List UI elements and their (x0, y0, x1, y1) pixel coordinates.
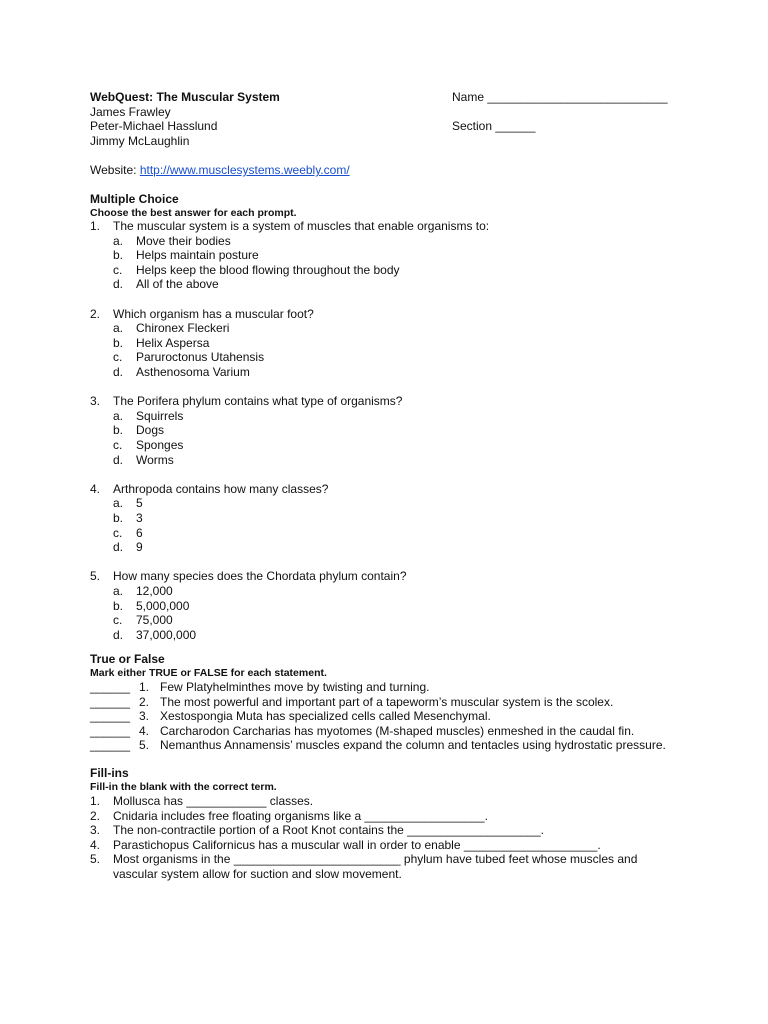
item-number: 1. (90, 794, 101, 808)
statement-number: 4. (139, 723, 150, 738)
author-1: James Frawley (90, 104, 171, 119)
item-number: 2. (90, 808, 101, 823)
fill-in-item (90, 867, 710, 882)
statement-number: 5. (139, 738, 150, 753)
option-letter: d. (113, 364, 124, 379)
section-field[interactable]: Section ______ (452, 119, 536, 134)
option-letter: a. (113, 321, 124, 336)
question-number: 2. (90, 306, 101, 321)
fill-in-item (90, 809, 710, 824)
mc-question (90, 219, 710, 307)
option-letter: c. (113, 262, 123, 277)
answer-option[interactable] (90, 438, 690, 453)
option-text: 5,000,000 (136, 598, 190, 613)
answer-blank[interactable]: ______ (90, 723, 131, 738)
tf-statement (90, 709, 710, 724)
statement-number: 3. (139, 709, 150, 724)
fi-item-list (90, 794, 710, 882)
answer-option[interactable] (90, 453, 690, 468)
answer-option[interactable] (90, 336, 690, 351)
answer-blank[interactable]: ______ (90, 738, 131, 753)
option-text: Paruroctonus Utahensis (136, 350, 265, 365)
statement-text: The most powerful and important part of a tapeworm’s muscular system is the scolex. (160, 694, 614, 709)
tf-statement-list (90, 680, 710, 753)
answer-option[interactable] (90, 511, 690, 526)
question-number: 5. (90, 569, 101, 584)
statement-number: 2. (139, 694, 150, 709)
option-text: Worms (136, 452, 174, 467)
answer-option[interactable] (90, 321, 690, 336)
tf-statement (90, 738, 710, 753)
fi-heading: Fill-ins (90, 766, 129, 780)
answer-option[interactable] (90, 409, 690, 424)
option-letter: c. (113, 350, 123, 365)
item-text[interactable]: Mollusca has ____________ classes. (113, 794, 314, 808)
option-letter: a. (113, 233, 124, 248)
item-text[interactable]: Most organisms in the _________________________ phylum have tubed feet whose muscles and (113, 852, 638, 867)
tf-statement (90, 680, 710, 695)
author-2: Peter-Michael Hasslund (90, 119, 218, 134)
option-text: Helps maintain posture (136, 248, 259, 263)
statement-text: Carcharodon Carcharias has myotomes (M-shaped muscles) enmeshed in the caudal fin. (160, 723, 635, 738)
question-number: 1. (90, 219, 101, 233)
answer-option[interactable] (90, 540, 690, 555)
mc-question (90, 307, 710, 395)
option-letter: b. (113, 335, 124, 350)
option-letter: c. (113, 525, 123, 540)
worksheet-title: WebQuest: The Muscular System (90, 90, 280, 104)
option-text: Asthenosoma Varium (136, 364, 250, 379)
option-letter: d. (113, 452, 124, 467)
option-letter: a. (113, 408, 124, 423)
item-number: 3. (90, 823, 101, 838)
answer-option[interactable] (90, 234, 690, 249)
tf-instructions: Mark either TRUE or FALSE for each statement. (90, 667, 327, 679)
mc-question-list (90, 219, 710, 642)
author-3: Jimmy McLaughlin (90, 133, 190, 148)
answer-option[interactable] (90, 277, 690, 292)
option-letter: a. (113, 583, 124, 598)
answer-blank[interactable]: ______ (90, 680, 131, 694)
question-text: Which organism has a muscular foot? (113, 306, 314, 321)
option-letter: d. (113, 277, 124, 292)
option-text: All of the above (136, 277, 219, 292)
answer-option[interactable] (90, 423, 690, 438)
option-text: 12,000 (136, 583, 173, 598)
name-field[interactable]: Name ___________________________ (452, 90, 668, 104)
item-text[interactable]: The non-contractile portion of a Root Knot contains the ____________________. (113, 823, 544, 838)
option-text: Move their bodies (136, 233, 231, 248)
fi-instructions: Fill-in the blank with the correct term. (90, 781, 277, 793)
question-text: The Porifera phylum contains what type of organisms? (113, 394, 403, 409)
answer-option[interactable] (90, 496, 690, 511)
website-line (90, 163, 350, 178)
option-text: Squirrels (136, 408, 184, 423)
item-text[interactable]: vascular system allow for suction and slow movement. (113, 866, 402, 881)
option-letter: b. (113, 248, 124, 263)
mc-heading: Multiple Choice (90, 192, 179, 206)
tf-statement (90, 724, 710, 739)
statement-text: Few Platyhelminthes move by twisting and turning. (160, 680, 430, 694)
option-text: 6 (136, 525, 143, 540)
option-letter: b. (113, 598, 124, 613)
fill-in-item (90, 838, 710, 853)
option-text: Helps keep the blood flowing throughout the body (136, 262, 400, 277)
answer-option[interactable] (90, 584, 690, 599)
answer-option[interactable] (90, 599, 690, 614)
question-text: How many species does the Chordata phylum contain? (113, 569, 407, 584)
statement-number: 1. (139, 680, 150, 694)
option-text: Chironex Fleckeri (136, 321, 230, 336)
option-letter: c. (113, 437, 123, 452)
answer-option[interactable] (90, 365, 690, 380)
option-text: Sponges (136, 437, 184, 452)
answer-option[interactable] (90, 628, 690, 643)
option-text: Helix Aspersa (136, 335, 210, 350)
option-letter: b. (113, 510, 124, 525)
answer-blank[interactable]: ______ (90, 694, 131, 709)
mc-question (90, 569, 710, 642)
website-link[interactable]: http://www.musclesystems.weebly.com/ (139, 163, 350, 177)
item-number: 5. (90, 852, 101, 867)
question-text: Arthropoda contains how many classes? (113, 481, 329, 496)
answer-option[interactable] (90, 613, 690, 628)
item-text[interactable]: Cnidaria includes free floating organisms like a __________________. (113, 808, 488, 823)
option-letter: a. (113, 496, 124, 511)
mc-instructions: Choose the best answer for each prompt. (90, 207, 297, 219)
fill-in-item (90, 794, 710, 809)
answer-option[interactable] (90, 526, 690, 541)
item-number: 4. (90, 837, 101, 852)
fill-in-item (90, 852, 710, 867)
answer-option[interactable] (90, 350, 690, 365)
tf-heading: True or False (90, 652, 165, 666)
option-letter: d. (113, 627, 124, 642)
fill-in-item (90, 823, 710, 838)
statement-text: Nemanthus Annamensis’ muscles expand the column and tentacles using hydrostatic pressure. (160, 738, 666, 753)
option-letter: d. (113, 540, 124, 555)
option-text: 5 (136, 496, 143, 511)
question-number: 3. (90, 394, 101, 409)
question-text: The muscular system is a system of muscles that enable organisms to: (113, 219, 490, 233)
mc-question (90, 394, 710, 482)
option-text: 3 (136, 510, 143, 525)
website-label: Website: (90, 163, 140, 177)
tf-statement (90, 695, 710, 710)
option-letter: c. (113, 613, 123, 628)
answer-option[interactable] (90, 263, 690, 278)
item-text[interactable]: Parastichopus Californicus has a muscular wall in order to enable ____________________. (113, 837, 601, 852)
answer-blank[interactable]: ______ (90, 709, 131, 724)
option-text: 75,000 (136, 613, 173, 628)
option-text: 9 (136, 540, 143, 555)
statement-text: Xestospongia Muta has specialized cells called Mesenchymal. (160, 709, 491, 724)
answer-option[interactable] (90, 248, 690, 263)
option-text: Dogs (136, 423, 165, 438)
question-number: 4. (90, 481, 101, 496)
mc-question (90, 482, 710, 570)
option-letter: b. (113, 423, 124, 438)
option-text: 37,000,000 (136, 627, 197, 642)
